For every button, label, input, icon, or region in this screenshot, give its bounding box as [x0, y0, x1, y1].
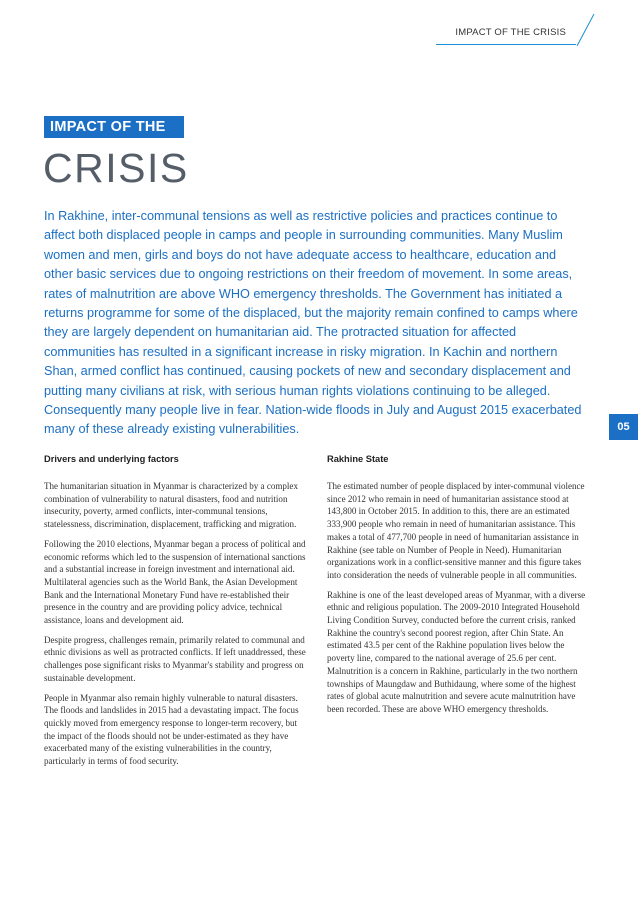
header-rule [436, 44, 576, 45]
section-title: CRISIS [43, 145, 189, 191]
lead-paragraph: In Rakhine, inter-communal tensions as well as restrictive policies and practices continue to affect both displaced people in camps and people in surrounding communities. Many Muslim women and men, girls and boys do not have adequate access to healthcare, education and other basic services due to ongoing restrictions on their freedom of movement. In some areas, rates of malnutrition are above WHO emergency thresholds. The Government has initiated a returns programme for some of the displaced, but the majority remain confined to camps where they are largely dependent on humanitarian aid. The protracted situation for affected communities has resulted in a significant increase in risky migration. In Kachin and northern Shan, armed conflict has continued, causing pockets of new and secondary displacement and putting many civilians at risk, with serious human rights violations continuing to be alleged. Consequently many people live in fear. Nation-wide floods in July and August 2015 exacerbated many of these already existing vulnerabilities. [44, 209, 582, 437]
left-column [44, 453, 309, 775]
body-paragraph: Following the 2010 elections, Myanmar began a process of political and economic reforms which led to the suspension of international sanctions and a substantial increase in foreign investment and international aid. Multilateral agencies such as the World Bank, the Asian Development Bank and the International Monetary Fund have re-established their presence in the country and are providing policy advice, technical assistance, loans and development aid. [44, 538, 306, 626]
body-paragraph: Despite progress, challenges remain, primarily related to communal and ethnic divisions as well as protracted conflicts. If left unaddressed, these challenges pose significant risks to Myanmar's stability and progress on sustainable development. [44, 634, 306, 683]
right-column-heading: Rakhine State [327, 454, 389, 464]
section-title-band: IMPACT OF THE [44, 116, 184, 138]
page-number-tab: 05 [609, 414, 638, 440]
body-paragraph: People in Myanmar also remain highly vulnerable to natural disasters. The floods and landslides in 2015 had a devastating impact. The focus quickly moved from emergency response to longer-term recovery, but the impact of the floods should not be under-estimated as they have exacerbated many of the existing vulnerabilities in the country, particularly in terms of food security. [44, 692, 299, 767]
right-column [327, 453, 592, 723]
body-paragraph: Rakhine is one of the least developed areas of Myanmar, with a diverse ethnic and religious population. The 2009-2010 Integrated Household Living Condition Survey, conducted before the current crisis, ranked Rakhine the country's second poorest region, after Chin State. An estimated 43.5 per cent of the Rakhine population lives below the poverty line, compared to the national average of 25.6 per cent. Malnutrition is a concern in Rakhine, particularly in the two northern townships of Maungdaw and Buthidaung, where some of the highest rates of global acute malnutrition and severe acute malnutrition have been recorded. These are above WHO emergency thresholds. [327, 589, 586, 714]
left-column-heading: Drivers and underlying factors [44, 454, 179, 464]
body-paragraph: The humanitarian situation in Myanmar is characterized by a complex combination of vulnerability to natural disasters, food and nutrition insecurity, poverty, armed conflicts, inter-communal tensions, statelessness, discrimination, displacement, trafficking and migration. [44, 481, 298, 530]
running-header: IMPACT OF THE CRISIS [455, 27, 566, 38]
body-paragraph: The estimated number of people displaced by inter-communal violence since 2012 who remain in need of humanitarian assistance stood at 143,800 in October 2015. In addition to this, there are an estimated 333,900 people who remain in need of humanitarian assistance. This makes a total of 477,700 people in need of humanitarian assistance in Rakhine (see table on Number of People in Need). Humanitarian organizations work in a conflict-sensitive manner and this figure takes into consideration the needs of vulnerable people in all communities. [327, 481, 585, 580]
header-slash-decoration [577, 14, 595, 46]
